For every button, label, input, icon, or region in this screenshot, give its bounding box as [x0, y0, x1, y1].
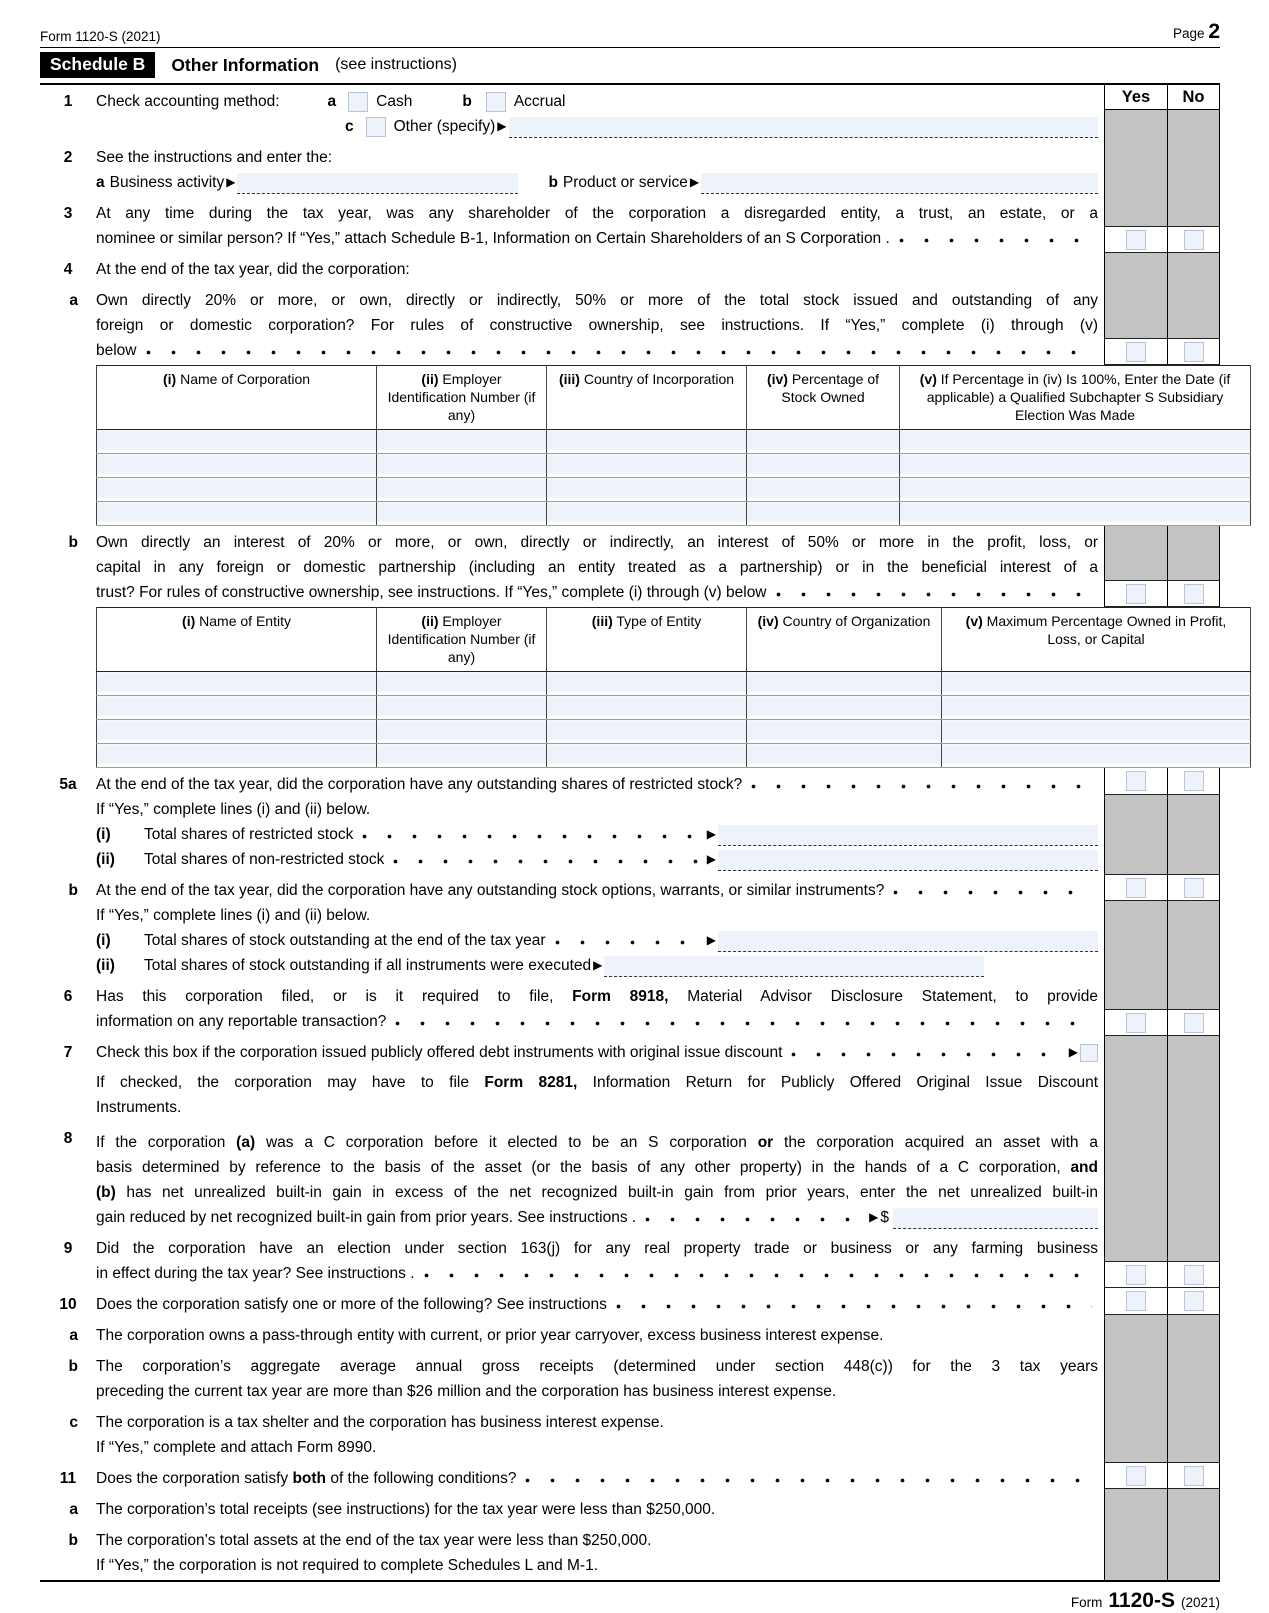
q9-number: 9	[63, 1240, 73, 1257]
yes-header: Yes	[1104, 85, 1168, 109]
table1-cell[interactable]	[547, 478, 747, 502]
table1-cell[interactable]	[900, 502, 1251, 526]
q9-answer-shade	[1104, 1232, 1220, 1261]
q4a-no-checkbox[interactable]	[1184, 342, 1204, 362]
table1-cell[interactable]	[377, 502, 547, 526]
q4-number: 4	[63, 261, 73, 278]
q3-yes-checkbox[interactable]	[1126, 230, 1146, 250]
table2-cell[interactable]	[377, 720, 547, 744]
oid-checkbox[interactable]	[1080, 1044, 1098, 1062]
dot-leader	[893, 888, 1092, 897]
schedule-b-badge: Schedule B	[40, 52, 155, 78]
product-service-input[interactable]	[701, 173, 1098, 194]
q4b-yes-checkbox[interactable]	[1126, 584, 1146, 604]
q5a-answer-shade	[1104, 795, 1220, 874]
dot-leader	[776, 590, 1092, 599]
q8-text-line4: gain reduced by net recognized built-in gain from prior years. See instructions .	[96, 1209, 637, 1226]
question-10c	[40, 1406, 1220, 1462]
dot-leader	[645, 1215, 861, 1224]
table1-col-percentage: (iv) Percentage of Stock Owned	[747, 366, 900, 430]
table2-cell[interactable]	[547, 672, 747, 696]
q5a-i-label: (i)	[96, 826, 111, 843]
q2-number: 2	[63, 149, 73, 166]
table1-header-row	[97, 366, 1251, 430]
corporation-ownership-table	[96, 365, 1251, 526]
q10a-text: The corporation owns a pass-through entity with current, or prior year carryover, excess business interest expense.	[96, 1327, 884, 1344]
q9-yes-checkbox[interactable]	[1126, 1265, 1146, 1285]
q5b-text-line1: At the end of the tax year, did the corporation have any outstanding stock options, warrants, or similar instruments?	[96, 882, 885, 899]
q10-text-line1: Does the corporation satisfy one or more of the following? See instructions	[96, 1296, 607, 1313]
q5a-text-line1: At the end of the tax year, did the corporation have any outstanding shares of restricted stock?	[96, 776, 743, 793]
question-5b	[40, 874, 1220, 980]
table1-col-ein: (ii) Employer Identification Number (if any)	[377, 366, 547, 430]
q1-cash-checkbox[interactable]	[348, 92, 368, 112]
q6-yes-checkbox[interactable]	[1126, 1013, 1146, 1033]
table2-cell[interactable]	[942, 720, 1251, 744]
q10b-letter: b	[68, 1358, 78, 1375]
q4a-text-line1: Own directly 20% or more, or own, directly or indirectly, 50% or more of the total stock issued and outstanding of any	[96, 292, 1098, 309]
table1-col-country: (iii) Country of Incorporation	[547, 366, 747, 430]
table1-cell[interactable]	[97, 430, 377, 454]
question-5a	[40, 768, 1220, 874]
q6-number: 6	[63, 988, 73, 1005]
table1-row	[97, 478, 1251, 502]
q8-text-line2: basis determined by reference to the basis of the asset (or the basis of any other property) in the hands of a C corporation, and	[96, 1159, 1098, 1176]
q5a-ii-text: Total shares of non-restricted stock	[144, 851, 385, 868]
right-arrow-icon: ▶	[226, 175, 236, 189]
q7-number: 7	[63, 1044, 73, 1061]
q8-text-line3: (b) has net unrealized built-in gain in excess of the net recognized built-in gain from prior years, enter the net unrealized built-in	[96, 1184, 1098, 1201]
q5a-ii-label: (ii)	[96, 851, 115, 868]
table2-row	[97, 672, 1251, 696]
q3-text-line2: nominee or similar person? If “Yes,” attach Schedule B-1, Information on Certain Shareholders of an S Corporation .	[96, 230, 890, 247]
question-4	[40, 253, 1220, 284]
q10-number: 10	[59, 1296, 77, 1313]
right-arrow-icon: ▶	[706, 827, 716, 841]
table2-cell[interactable]	[547, 720, 747, 744]
table2-cell[interactable]	[97, 720, 377, 744]
table1-row	[97, 430, 1251, 454]
question-4b	[40, 526, 1220, 607]
table2-cell[interactable]	[747, 672, 942, 696]
table1-col-name: (i) Name of Corporation	[97, 366, 377, 430]
question-10a	[40, 1319, 1220, 1350]
question-11	[40, 1462, 1220, 1493]
q5b-ifyes-text: If “Yes,” complete lines (i) and (ii) below.	[96, 907, 371, 924]
q3-answer-shade	[1104, 197, 1220, 226]
dot-leader	[616, 1302, 1092, 1311]
table2-cell[interactable]	[377, 744, 547, 768]
table1-cell[interactable]	[900, 478, 1251, 502]
question-2	[40, 141, 1220, 197]
q5a-i-text: Total shares of restricted stock	[144, 826, 354, 843]
table2-cell[interactable]	[377, 696, 547, 720]
q10-ifyes-text: If “Yes,” complete and attach Form 8990.	[96, 1439, 377, 1456]
table1-cell[interactable]	[747, 454, 900, 478]
table1-cell[interactable]	[97, 502, 377, 526]
table2-cell[interactable]	[747, 696, 942, 720]
q5a-yes-checkbox[interactable]	[1126, 771, 1146, 791]
dot-leader	[555, 938, 699, 947]
q10c-letter: c	[69, 1414, 78, 1431]
q3-no-checkbox[interactable]	[1184, 230, 1204, 250]
table2-cell[interactable]	[942, 696, 1251, 720]
question-3	[40, 197, 1220, 253]
dot-leader	[362, 832, 698, 841]
table2-cell[interactable]	[97, 672, 377, 696]
q1-other-label: Other (specify)	[393, 118, 496, 135]
q2-b-label: Product or service	[562, 174, 688, 191]
yes-no-header	[1104, 85, 1220, 110]
q11-no-checkbox[interactable]	[1184, 1466, 1204, 1486]
q5a-ifyes-text: If “Yes,” complete lines (i) and (ii) below.	[96, 801, 371, 818]
table1-cell[interactable]	[377, 454, 547, 478]
dot-leader	[424, 1271, 1092, 1280]
question-10	[40, 1288, 1220, 1319]
q8-answer-shade	[1104, 1122, 1220, 1232]
question-9	[40, 1232, 1220, 1288]
q5b-ii-label: (ii)	[96, 957, 115, 974]
q1-other-checkbox[interactable]	[366, 117, 386, 137]
q8-number: 8	[63, 1130, 73, 1147]
q10b-text-line2: preceding the current tax year are more than $26 million and the corporation has business interest expense.	[96, 1383, 837, 1400]
question-11b	[40, 1524, 1220, 1580]
q6-text-line1: Has this corporation filed, or is it required to file, Form 8918, Material Advisor Disclosure Statement, to provide	[96, 988, 1098, 1005]
q11b-letter: b	[68, 1532, 78, 1549]
table2-row	[97, 696, 1251, 720]
table2-cell[interactable]	[547, 696, 747, 720]
q3-number: 3	[63, 205, 73, 222]
q5a-no-checkbox[interactable]	[1184, 771, 1204, 791]
q11-text-line1: Does the corporation satisfy both of the following conditions?	[96, 1470, 517, 1487]
other-method-input[interactable]	[509, 117, 1099, 138]
q5b-yes-checkbox[interactable]	[1126, 878, 1146, 898]
schedule-b-header	[40, 48, 1220, 85]
table1-cell[interactable]	[900, 430, 1251, 454]
q7-text-line2: If checked, the corporation may have to file Form 8281, Information Return for Publicly Offered Original Issue Discount	[96, 1074, 1098, 1091]
builtin-gain-input[interactable]	[893, 1208, 1098, 1229]
q1-option-a-letter: a	[327, 93, 337, 110]
q4b-text-line2: capital in any foreign or domestic partnership (including an entity treated as a partnership) or in the beneficial interest of a	[96, 559, 1098, 576]
q4b-text-line3: trust? For rules of constructive ownership, see instructions. If “Yes,” complete (i) through (v) below	[96, 584, 767, 601]
q4b-no-checkbox[interactable]	[1184, 584, 1204, 604]
q5b-ii-text: Total shares of stock outstanding if all instruments were executed	[144, 957, 592, 974]
footer-form-year: (2021)	[1180, 1595, 1220, 1610]
table2-cell[interactable]	[942, 744, 1251, 768]
q11-yes-checkbox[interactable]	[1126, 1466, 1146, 1486]
footer-form-label: Form	[1070, 1595, 1103, 1610]
table2-cell[interactable]	[97, 696, 377, 720]
q1-cash-label: Cash	[376, 93, 413, 110]
question-4a	[40, 284, 1220, 365]
q1-accrual-label: Accrual	[513, 93, 566, 110]
q4a-answer-shade	[1104, 284, 1220, 338]
table2-cell[interactable]	[97, 744, 377, 768]
table1-cell[interactable]	[547, 430, 747, 454]
q10-no-checkbox[interactable]	[1184, 1291, 1204, 1311]
q2-a-letter: a	[96, 174, 105, 191]
table2-col-max-percentage: (v) Maximum Percentage Owned in Profit, Loss, or Capital	[942, 608, 1251, 672]
dot-leader	[791, 1050, 1060, 1059]
q9-text-line1: Did the corporation have an election under section 163(j) for any real property trade or business or any farming business	[96, 1240, 1098, 1257]
q10a-letter: a	[69, 1327, 78, 1344]
table2-cell[interactable]	[942, 672, 1251, 696]
table2-header-row	[97, 608, 1251, 672]
q4b-letter: b	[68, 534, 78, 551]
table1-cell[interactable]	[97, 478, 377, 502]
table2-cell[interactable]	[747, 744, 942, 768]
dot-leader	[393, 857, 698, 866]
q6-no-checkbox[interactable]	[1184, 1013, 1204, 1033]
table1-cell[interactable]	[377, 478, 547, 502]
q9-no-checkbox[interactable]	[1184, 1265, 1204, 1285]
no-header: No	[1168, 85, 1220, 109]
q11b-text: The corporation’s total assets at the end of the tax year were less than $250,000.	[96, 1532, 652, 1549]
q4a-letter: a	[69, 292, 78, 309]
q5a-number: 5a	[59, 776, 77, 793]
table1-cell[interactable]	[747, 502, 900, 526]
table2-col-ein: (ii) Employer Identification Number (if any)	[377, 608, 547, 672]
table1-cell[interactable]	[377, 430, 547, 454]
q4b-answer-shade	[1104, 526, 1220, 580]
right-arrow-icon: ▶	[706, 852, 716, 866]
right-arrow-icon: ▶	[593, 958, 603, 972]
q7-answer-shade	[1104, 1036, 1220, 1122]
q1-accrual-checkbox[interactable]	[486, 92, 506, 112]
table2-cell[interactable]	[747, 720, 942, 744]
right-arrow-icon: ▶	[869, 1210, 879, 1224]
stock-outstanding-input[interactable]	[718, 931, 1098, 952]
non-restricted-stock-input[interactable]	[718, 850, 1098, 871]
table1-row	[97, 502, 1251, 526]
q4a-yes-checkbox[interactable]	[1126, 342, 1146, 362]
question-8	[40, 1122, 1220, 1232]
q10-yes-checkbox[interactable]	[1126, 1291, 1146, 1311]
q1-option-b-letter: b	[462, 93, 472, 110]
q5b-i-text: Total shares of stock outstanding at the end of the tax year	[144, 932, 546, 949]
table2-cell[interactable]	[377, 672, 547, 696]
dollar-sign: $	[880, 1209, 889, 1226]
q5b-no-checkbox[interactable]	[1184, 878, 1204, 898]
dot-leader	[395, 1019, 1092, 1028]
schedule-b-subtitle: (see instructions)	[335, 56, 457, 73]
page-footer	[40, 1582, 1220, 1613]
q2-answer-shade	[1104, 141, 1220, 197]
q9-text-line2: in effect during the tax year? See instructions .	[96, 1265, 415, 1282]
question-6	[40, 980, 1220, 1036]
q10b-text-line1: The corporation’s aggregate average annual gross receipts (determined under section 448(c)) for the 3 tax years	[96, 1358, 1098, 1375]
q6-answer-shade	[1104, 980, 1220, 1009]
q1-option-c-letter: c	[345, 118, 354, 135]
right-arrow-icon: ▶	[706, 933, 716, 947]
table2-cell[interactable]	[547, 744, 747, 768]
q4b-text-line1: Own directly an interest of 20% or more, or own, directly or indirectly, an interest of 50% or more in the profit, loss, or	[96, 534, 1098, 551]
q3-text-line1: At any time during the tax year, was any shareholder of the corporation a disregarded entity, a trust, an estate, or a	[96, 205, 1098, 222]
q5b-answer-shade	[1104, 901, 1220, 980]
question-7	[40, 1036, 1220, 1122]
table1-cell[interactable]	[547, 502, 747, 526]
q4-answer-shade	[1104, 253, 1220, 284]
q11-number: 11	[59, 1470, 77, 1487]
schedule-b-title: Other Information	[171, 54, 320, 75]
table2-col-type: (iii) Type of Entity	[547, 608, 747, 672]
restricted-stock-input[interactable]	[718, 825, 1098, 846]
dot-leader	[751, 782, 1092, 791]
dot-leader	[146, 348, 1093, 357]
table1-cell[interactable]	[547, 454, 747, 478]
table2-row	[97, 744, 1251, 768]
question-10b	[40, 1350, 1220, 1406]
q5b-i-label: (i)	[96, 932, 111, 949]
dot-leader	[525, 1476, 1092, 1485]
q1-number: 1	[63, 93, 73, 110]
table1-col-qsub-date: (v) If Percentage in (iv) Is 100%, Enter the Date (if applicable) a Qualified Subchapter S Subsidiary Election Was Made	[900, 366, 1251, 430]
q5b-letter: b	[68, 882, 78, 899]
q11a-text: The corporation’s total receipts (see instructions) for the tax year were less than $250,000.	[96, 1501, 716, 1518]
table2-col-name: (i) Name of Entity	[97, 608, 377, 672]
q7-text-line1: Check this box if the corporation issued publicly offered debt instruments with original issue discount	[96, 1044, 783, 1061]
table2-row	[97, 720, 1251, 744]
table1-cell[interactable]	[747, 478, 900, 502]
q2-a-label: Business activity	[109, 174, 225, 191]
table1-cell[interactable]	[747, 430, 900, 454]
q4a-text-line3: below	[96, 342, 137, 359]
q1-text: Check accounting method:	[96, 93, 280, 110]
table1-cell[interactable]	[900, 454, 1251, 478]
q7-text-line3: Instruments.	[96, 1099, 182, 1116]
question-11a	[40, 1493, 1220, 1524]
partnership-ownership-table	[96, 607, 1251, 768]
q11a-letter: a	[69, 1501, 78, 1518]
right-arrow-icon: ▶	[1068, 1045, 1078, 1059]
question-1	[40, 85, 1220, 141]
right-arrow-icon: ▶	[689, 175, 700, 189]
footer-form-number: 1120-S	[1108, 1589, 1175, 1612]
q1-answer-shade	[1104, 110, 1220, 141]
q10c-text: The corporation is a tax shelter and the corporation has business interest expense.	[96, 1414, 664, 1431]
q2-b-letter: b	[548, 174, 558, 191]
q11-ifyes-text: If “Yes,” the corporation is not required to complete Schedules L and M-1.	[96, 1557, 599, 1574]
page-header	[40, 20, 1220, 48]
dot-leader	[899, 236, 1092, 245]
table2-col-country: (iv) Country of Organization	[747, 608, 942, 672]
q4-text: At the end of the tax year, did the corporation:	[96, 261, 410, 278]
right-arrow-icon: ▶	[497, 119, 507, 133]
q6-text-line2: information on any reportable transaction?	[96, 1013, 387, 1030]
stock-executed-input[interactable]	[604, 956, 984, 977]
business-activity-input[interactable]	[237, 173, 518, 194]
q4a-text-line2: foreign or domestic corporation? For rules of constructive ownership, see instructions. If “Yes,” complete (i) through (v)	[96, 317, 1098, 334]
q8-text-line1: If the corporation (a) was a C corporation before it elected to be an S corporation or the corporation acquired an asset with a	[96, 1134, 1098, 1151]
q2-text: See the instructions and enter the:	[96, 149, 333, 166]
page-number: Page 2	[1173, 20, 1220, 43]
form-id: Form 1120-S (2021)	[40, 29, 161, 44]
table1-cell[interactable]	[97, 454, 377, 478]
table1-row	[97, 454, 1251, 478]
